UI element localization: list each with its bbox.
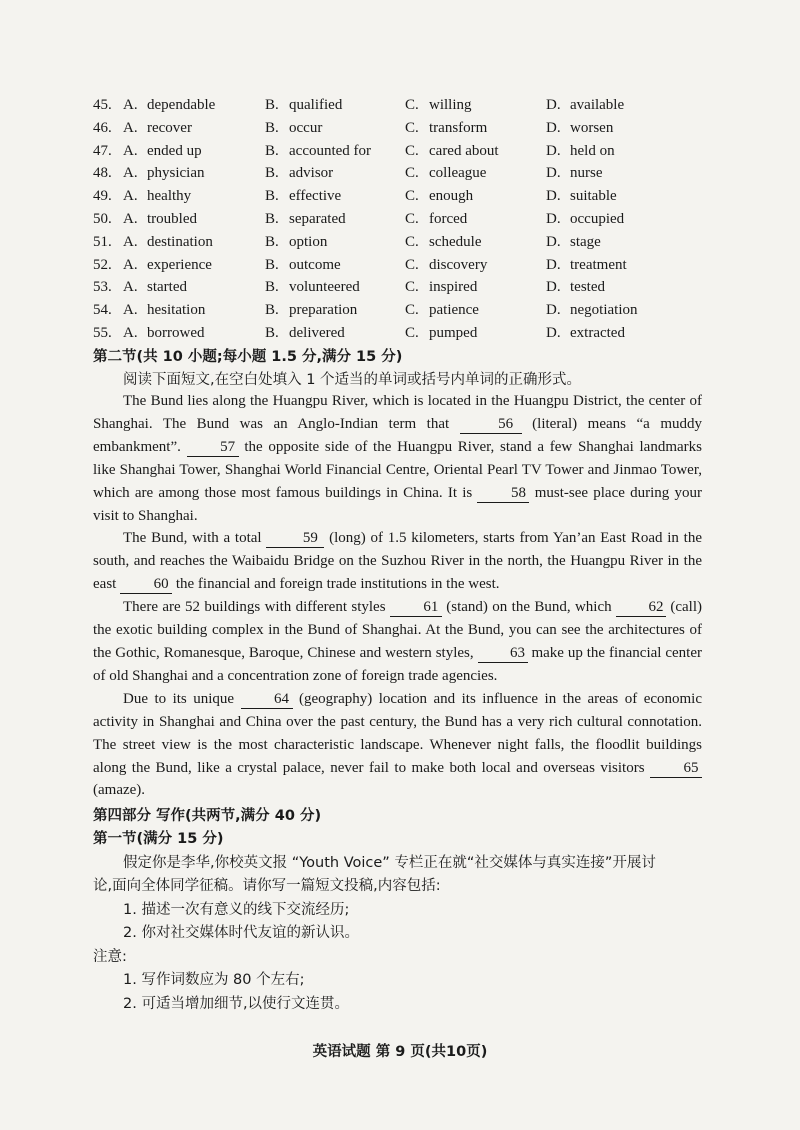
option-d[interactable] [546, 162, 696, 185]
option-a[interactable] [93, 140, 265, 163]
option-a[interactable] [93, 162, 265, 185]
option-text: treatment [570, 256, 627, 273]
option-letter: A. [123, 302, 138, 319]
option-d[interactable] [546, 254, 696, 277]
option-b[interactable] [265, 117, 405, 140]
blank-57[interactable]: 57 [187, 439, 239, 457]
option-text: recover [147, 119, 192, 136]
option-letter: B. [265, 324, 279, 341]
option-text: forced [429, 210, 468, 227]
option-c[interactable] [405, 276, 546, 299]
question-number: 51. [93, 233, 112, 250]
option-text: borrowed [147, 324, 205, 341]
option-text: volunteered [289, 279, 360, 296]
option-c[interactable] [405, 117, 546, 140]
option-letter: D. [546, 142, 561, 159]
note-1: 1. 写作词数应为 80 个左右; [123, 972, 305, 988]
option-b[interactable] [265, 276, 405, 299]
option-d[interactable] [546, 94, 696, 117]
option-row [93, 162, 733, 185]
option-row [93, 231, 733, 254]
question-number: 52. [93, 256, 112, 273]
option-text: delivered [289, 324, 345, 341]
question-number: 49. [93, 188, 112, 205]
passage-paragraph-3: There are 52 buildings with different styles 61 (stand) on the Bund, which 62 (call) the exotic building complex in the Bund of Shanghai. At the Bund, you can see the architectures of the Gothic, Romanesque, Baroque, Chinese and western styles, 63 make up the financial center of old Shanghai and a concentration zone of foreign trade agencies. [93, 599, 703, 684]
option-text: troubled [147, 210, 197, 227]
option-letter: B. [265, 165, 279, 182]
option-d[interactable] [546, 276, 696, 299]
option-b[interactable] [265, 254, 405, 277]
option-text: dependable [147, 97, 216, 113]
option-text: suitable [570, 188, 617, 205]
option-row [93, 140, 733, 163]
option-row [93, 299, 733, 322]
option-b[interactable] [265, 322, 405, 345]
notes-label: 注意: [93, 949, 127, 965]
option-text: healthy [147, 188, 192, 205]
option-d[interactable] [546, 140, 696, 163]
option-text: option [289, 233, 328, 250]
option-d[interactable] [546, 208, 696, 231]
option-a[interactable] [93, 231, 265, 254]
question-number: 55. [93, 324, 112, 341]
option-text: worsen [570, 119, 614, 136]
option-letter: A. [123, 165, 138, 182]
option-row [93, 208, 733, 231]
option-letter: D. [546, 302, 561, 319]
bund-passage [93, 390, 702, 802]
option-letter: C. [405, 279, 419, 296]
writing-prompt-line2: 论,面向全体同学征稿。请你写一篇短文投稿,内容包括: [93, 878, 441, 894]
option-letter: D. [546, 279, 561, 296]
option-letter: B. [265, 97, 279, 113]
option-text: held on [570, 142, 615, 159]
option-text: nurse [570, 165, 603, 182]
blank-63[interactable]: 63 [478, 645, 528, 663]
option-letter: D. [546, 233, 561, 250]
option-text: tested [570, 279, 605, 296]
option-letter: A. [123, 279, 138, 296]
option-letter: B. [265, 256, 279, 273]
option-c[interactable] [405, 208, 546, 231]
question-number: 47. [93, 142, 112, 159]
option-c[interactable] [405, 231, 546, 254]
option-text: outcome [289, 256, 341, 273]
writing-item-1: 1. 描述一次有意义的线下交流经历; [123, 902, 350, 918]
blank-60[interactable]: 60 [120, 576, 172, 594]
option-text: negotiation [570, 302, 638, 319]
note-2: 2. 可适当增加细节,以使行文连贯。 [123, 996, 350, 1012]
option-text: schedule [429, 233, 482, 250]
option-text: discovery [429, 256, 488, 273]
option-c[interactable] [405, 299, 546, 322]
option-c[interactable] [405, 322, 546, 345]
option-letter: D. [546, 119, 561, 136]
blank-58[interactable]: 58 [477, 485, 529, 503]
option-letter: D. [546, 324, 561, 341]
option-a[interactable] [93, 276, 265, 299]
option-row [93, 117, 733, 140]
option-b[interactable] [265, 140, 405, 163]
option-letter: C. [405, 210, 419, 227]
part4-subheading: 第一节(满分 15 分) [93, 831, 224, 847]
passage-paragraph-1: The Bund lies along the Huangpu River, which is located in the Huangpu District, the center of Shanghai. The Bund was an Anglo-Indian term that 56 (literal) means “a muddy embankment”. 57 the opposite side of the Huangpu River, stand a few Shanghai landmarks like Shanghai Tower, Shanghai World Financial Centre, Oriental Pearl TV Tower and Jinmao Tower, which are among those most famous buildings in China. It is 58 must-see place during your visit to Shanghai. [93, 393, 702, 524]
option-letter: A. [123, 188, 138, 205]
question-number: 50. [93, 210, 112, 227]
option-b[interactable] [265, 162, 405, 185]
option-text: started [147, 279, 187, 296]
option-text: hesitation [147, 302, 206, 319]
writing-prompt-line1: 假定你是李华,你校英文报 “Youth Voice” 专栏正在就“社交媒体与真实连接”开展讨 [123, 855, 656, 871]
option-a[interactable] [93, 94, 265, 117]
option-text: separated [289, 210, 346, 227]
option-c[interactable] [405, 162, 546, 185]
option-letter: B. [265, 142, 279, 159]
option-text: experience [147, 256, 212, 273]
option-a[interactable] [93, 299, 265, 322]
option-d[interactable] [546, 322, 696, 345]
option-letter: D. [546, 165, 561, 182]
option-text: effective [289, 188, 342, 205]
option-letter: B. [265, 302, 279, 319]
option-text: occur [289, 119, 323, 136]
option-a[interactable] [93, 117, 265, 140]
options-table [93, 94, 733, 345]
option-b[interactable] [265, 94, 405, 117]
option-letter: A. [123, 119, 138, 136]
option-text: enough [429, 188, 474, 205]
option-letter: C. [405, 142, 419, 159]
option-text: preparation [289, 302, 358, 319]
option-row [93, 254, 733, 277]
option-letter: A. [123, 256, 138, 273]
question-number: 54. [93, 302, 112, 319]
option-letter: C. [405, 165, 419, 182]
option-row [93, 276, 733, 299]
option-text: accounted for [289, 142, 372, 159]
option-b[interactable] [265, 185, 405, 208]
question-number: 48. [93, 165, 112, 182]
option-b[interactable] [265, 231, 405, 254]
option-letter: B. [265, 233, 279, 250]
page-footer: 英语试题 第 9 页(共10页) [312, 1044, 488, 1060]
option-a[interactable] [93, 208, 265, 231]
option-row [93, 94, 733, 117]
option-text: pumped [429, 324, 478, 341]
blank-61[interactable]: 61 [390, 599, 442, 617]
option-c[interactable] [405, 140, 546, 163]
question-number: 46. [93, 119, 112, 136]
option-text: physician [147, 165, 205, 182]
passage-paragraph-4: Due to its unique 64 (geography) location and its influence in the areas of economic activity in Shanghai and China over the past century, the Bund has a very rich cultural connotation. The street view is the most characteristic landscape. Whenever night falls, the floodlit buildings along the Bund, like a crystal palace, never fail to make both local and overseas visitors 65 (amaze). [93, 690, 703, 799]
option-text: qualified [289, 97, 343, 113]
blank-64[interactable]: 64 [241, 691, 293, 709]
option-d[interactable] [546, 299, 696, 322]
option-letter: C. [405, 97, 419, 113]
option-letter: A. [123, 210, 138, 227]
writing-item-2: 2. 你对社交媒体时代友谊的新认识。 [123, 925, 359, 941]
section2-heading: 第二节(共 10 小题;每小题 1.5 分,满分 15 分) [93, 349, 403, 365]
option-d[interactable] [546, 185, 696, 208]
option-text: ended up [147, 142, 202, 159]
option-c[interactable] [405, 94, 546, 117]
option-text: transform [429, 119, 488, 136]
option-letter: A. [123, 324, 138, 341]
option-a[interactable] [93, 254, 265, 277]
option-letter: D. [546, 256, 561, 273]
option-text: occupied [570, 210, 625, 227]
option-c[interactable] [405, 254, 546, 277]
option-letter: A. [123, 233, 138, 250]
option-a[interactable] [93, 185, 265, 208]
option-text: willing [429, 97, 472, 113]
option-letter: A. [123, 142, 138, 159]
option-letter: A. [123, 97, 138, 113]
option-letter: D. [546, 188, 561, 205]
option-letter: C. [405, 188, 419, 205]
option-letter: D. [546, 210, 561, 227]
option-letter: C. [405, 324, 419, 341]
option-letter: B. [265, 119, 279, 136]
blank-62[interactable]: 62 [616, 599, 666, 617]
option-b[interactable] [265, 208, 405, 231]
question-number: 53. [93, 279, 112, 296]
section2-instruction: 阅读下面短文,在空白处填入 1 个适当的单词或括号内单词的正确形式。 [123, 372, 582, 388]
option-letter: C. [405, 302, 419, 319]
option-text: cared about [429, 142, 499, 159]
option-text: extracted [570, 324, 625, 341]
option-text: patience [429, 302, 479, 319]
option-row [93, 322, 733, 345]
option-a[interactable] [93, 322, 265, 345]
option-letter: C. [405, 233, 419, 250]
option-c[interactable] [405, 185, 546, 208]
option-letter: B. [265, 279, 279, 296]
option-letter: B. [265, 188, 279, 205]
question-number: 45. [93, 97, 112, 113]
option-text: advisor [289, 165, 334, 182]
option-b[interactable] [265, 299, 405, 322]
option-letter: C. [405, 256, 419, 273]
option-text: colleague [429, 165, 487, 182]
part4-heading: 第四部分 写作(共两节,满分 40 分) [93, 808, 322, 824]
blank-56[interactable]: 56 [460, 416, 522, 434]
option-text: inspired [429, 279, 478, 296]
option-text: available [570, 97, 625, 113]
option-d[interactable] [546, 117, 696, 140]
option-letter: C. [405, 119, 419, 136]
option-row [93, 185, 733, 208]
option-d[interactable] [546, 231, 696, 254]
option-text: stage [570, 233, 601, 250]
passage-paragraph-2: The Bund, with a total 59 (long) of 1.5 kilometers, starts from Yan’an East Road in the south, and reaches the Waibaidu Bridge on the Suzhou River in the north, the Huangpu River in the east 60 the financial and foreign trade institutions in the west. [93, 530, 703, 593]
blank-59[interactable]: 59 [266, 530, 324, 548]
option-letter: B. [265, 210, 279, 227]
blank-65[interactable]: 65 [650, 760, 702, 778]
option-letter: D. [546, 97, 561, 113]
option-text: destination [147, 233, 213, 250]
